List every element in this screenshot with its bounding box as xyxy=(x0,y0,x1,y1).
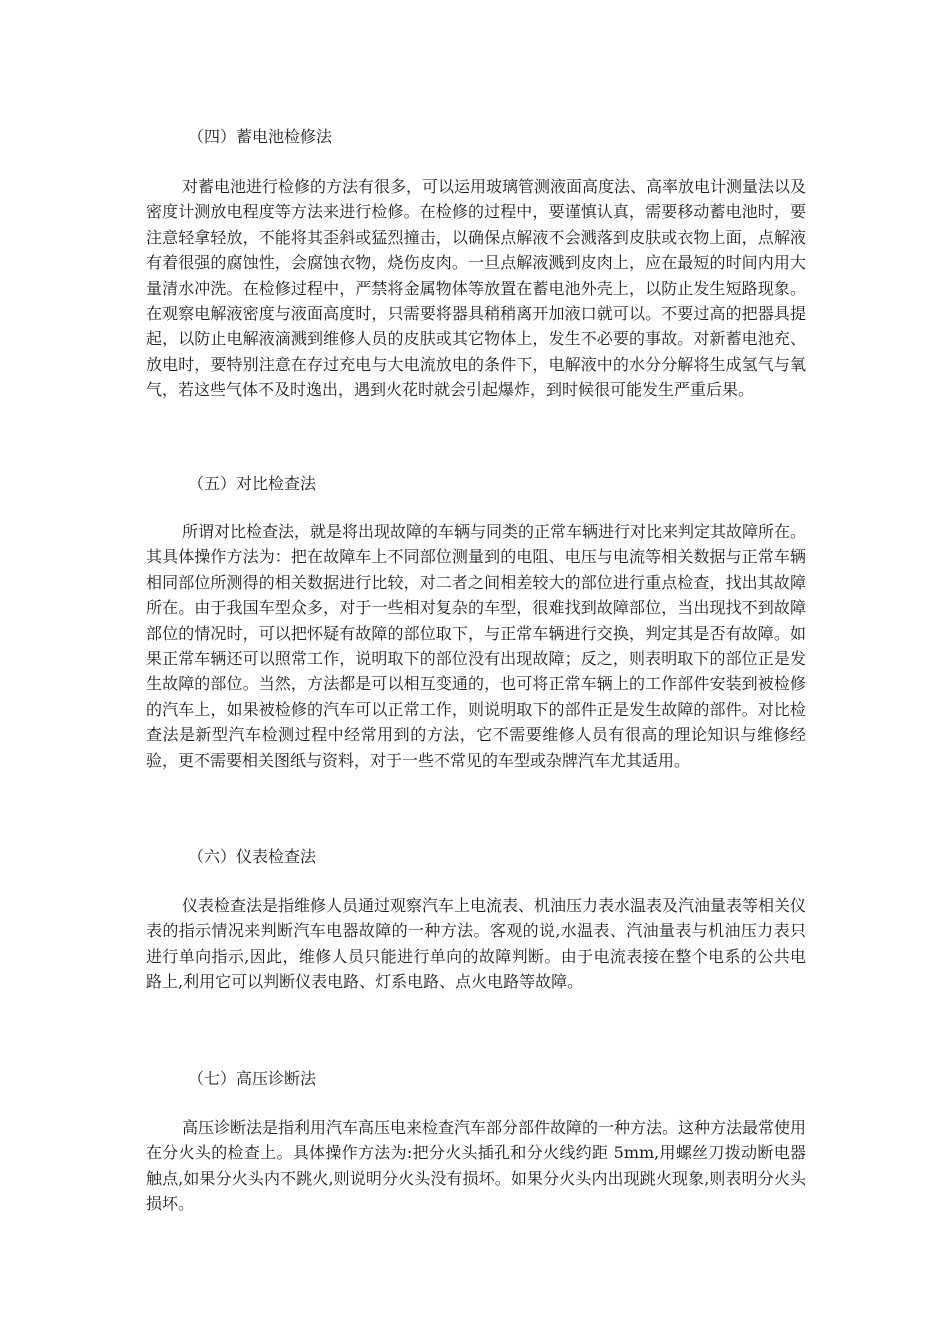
section-body-4: 对蓄电池进行检修的方法有很多，可以运用玻璃管测液面高度法、高率放电计测量法以及密度计测放电程度等方法来进行检修。在检修的过程中，要谨慎认真，需要移动蓄电池时，要注意轻拿轻放，不能将其歪斜或猛烈撞击，以确保点解液不会溅落到皮肤或衣物上面，点解液有着很强的腐蚀性，会腐蚀衣物，烧伤皮肉。一旦点解液溅到皮肉上，应在最短的时间内用大量清水冲洗。在检修过程中，严禁将金属物体等放置在蓄电池外壳上，以防止发生短路现象。在观察电解液密度与液面高度时，只需要将器具稍稍离开加液口就可以。不要过高的把器具提起，以防止电解液滴溅到维修人员的皮肤或其它物体上，发生不必要的事故。对新蓄电池充、放电时，要特别注意在存过充电与大电流放电的条件下，电解液中的水分分解将生成氢气与氧气，若这些气体不及时逸出，遇到火花时就会引起爆炸，到时候很可能发生严重后果。 xyxy=(146,177,807,400)
section-body-5: 所谓对比检查法，就是将出现故障的车辆与同类的正常车辆进行对比来判定其故障所在。其具体操作方法为：把在故障车上不同部位测量到的电阻、电压与电流等相关数据与正常车辆相同部位所测得的相关数据进行比较，对二者之间相差较大的部位进行重点检查，找出其故障所在。由于我国车型众多，对于一些相对复杂的车型，很难找到故障部位，当出现找不到故障部位的情况时，可以把怀疑有故障的部位取下，与正常车辆进行交换，判定其是否有故障。如果正常车辆还可以照常工作，说明取下的部位没有出现故障；反之，则表明取下的部位正是发生故障的部位。当然，方法都是可以相互变通的，也可将正常车辆上的工作部件安装到被检修的汽车上，如果被检修的汽车可以正常工作，则说明取下的部件正是发生故障的部件。对比检查法是新型汽车检测过程中经常用到的方法，它不需要维修人员有很高的理论知识与维修经验，更不需要相关图纸与资料，对于一些不常见的车型或杂牌汽车尤其适用。 xyxy=(146,522,807,770)
section-heading-7: （七）高压诊断法 xyxy=(188,1069,317,1088)
section-heading-6: （六）仪表检查法 xyxy=(188,847,317,866)
section-body-7: 高压诊断法是指利用汽车高压电来检查汽车部分部件故障的一种方法。这种方法最常使用在分火头的检查上。具体操作方法为:把分火头插孔和分火线约距 5mm,用螺丝刀拨动断电器触点,如果分火头内不跳火,则说明分火头没有损坏。如果分火头内出现跳火现象,则表明分火头损坏。 xyxy=(146,1118,807,1214)
section-body-6: 仪表检查法是指维修人员通过观察汽车上电流表、机油压力表水温表及汽油量表等相关仪表的指示情况来判断汽车电器故障的一种方法。客观的说,水温表、汽油量表与机油压力表只进行单向指示,因此，维修人员只能进行单向的故障判断。由于电流表接在整个电系的公共电路上,利用它可以判断仪表电路、灯系电路、点火电路等故障。 xyxy=(146,896,807,992)
section-heading-4: （四）蓄电池检修法 xyxy=(188,127,333,146)
section-heading-5: （五）对比检查法 xyxy=(188,474,317,493)
